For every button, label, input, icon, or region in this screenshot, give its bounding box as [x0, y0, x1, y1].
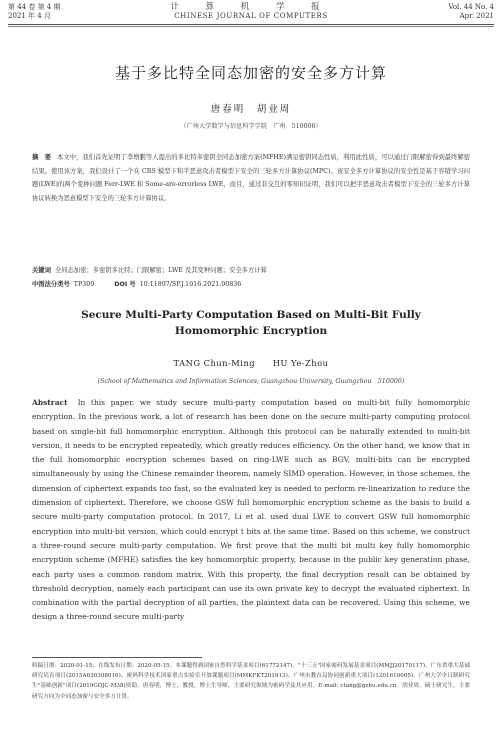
abstract-en: [32, 396, 470, 625]
volume-cn: 第 44 卷 第 4 期: [8, 3, 61, 11]
journal-name-cn: 计 算 机 学 报: [170, 2, 332, 12]
header-center: [8, 3, 494, 21]
keywords-text-cn: 全同态加密；多密钥多比特；门限解密；LWE 及其变种问题；安全多方计算: [54, 267, 267, 274]
footnote-cn: 收稿日期：2020-01-15；在线发布日期：2020-05-15。本课题得到国家自然科学基金项目(61772147)、"十三五"国家密码发展基金项目(MMJJ20170117)、广东省重大基础研究培育项目(2015A030308016)、密码科学技术国家重点实验室开放课题项目(MMKFKT201913)、广州市教育局协同创新重大项目(1201610005)、广州大学全日制研究生"基础创新"项目(2019GDJC-M38)资助。唐春明，博士，教授，博士生导师，主要研究领域为密码学及其应用。E-mail: ctang@gzhu.edu.cn。胡业周，硕士研究生，主要研究方向为全同态加密与安全多方计算。: [32, 663, 470, 700]
abstract-cn: [32, 151, 470, 205]
paper-title-en: Secure Multi-Party Computation Based on Multi-Bit Fully Homomorphic Encryption: [81, 309, 421, 337]
paper-title-cn: 基于多比特全同态加密的安全多方计算: [114, 64, 387, 82]
abstract-text-en: In this paper, we study secure multi-party computation based on multi-bit fully homomorphic encryption. In the previous work, a lot of research has been done on the secure multi-party computing protocol based on single-bit full homomorphic encryption. Although this protocol can be naturally extended to multi-bit version, it needs to be encrypted repeatedly, which greatly reduces efficiency. On the other hand, we know that in the full homomorphic encryption schemes based on ring-LWE such as BGV, multi-bits can be encrypted simultaneously by using the Chinese remainder theorem, namely SIMD operation. However, in those schemes, the dimension of ciphertext expands too fast, so the evaluated key is needed to perform re-linearization to reduce the dimension of ciphertext. Therefore, we choose GSW full homomorphic encryption scheme as the basis to build a secure multi-party computation protocol. In 2017, Li et al. used dual LWE to convert GSW full homomorphic encryption into multi-bit version, which could encrypt t bits at the same time. Based on this scheme, we construct a three-round secure multi-party computation. We first prove that the multi bit multi key fully homomorphic encryption scheme (MFHE) satisfies the key homomorphic property, because in the public key generation phase, each party uses a common random matrix. With this property, the final decryption result can be obtained by threshold decryption, namely each participant can use its own private key to decrypt the evaluated ciphertext. In combination with the partial decryption of all parties, the plaintext data can be recovered. Using this scheme, we design a three-round secure multi-party: [32, 398, 470, 622]
cls-value: TP309: [73, 281, 95, 288]
cls-label-cn: 中图法分类号: [32, 281, 70, 288]
abstract-text-cn: 本文中，我们首先证明了李增鹏等人提出的多比特多密钥全同态加密方案(MFHE)满足密钥同态性质，利用此性质，可以通过门限解密得到最终解密结果。使用该方案，我们设计了一个在 CRS 模型下和半恶意攻击者模型下安全的三轮多方计算协议(MPC)。该安全多方计算协议的安全性是基于容错学习问题(LWE)的两个变种问题 Ferr-LWE 和 Some-are-errorless LWE，而且，通过非交互的零知识证明，我们可以把半恶意攻击者模型下安全的三轮多方计算协议转换为恶意模型下安全的三轮多方计算协议。: [32, 154, 470, 202]
abstract-label-en: Abstract: [32, 398, 68, 407]
header-rule-thin: [8, 26, 494, 27]
abstract-label-cn: 摘 要: [32, 154, 52, 161]
affiliation-en: (School of Mathematics and Information Sciences, Guangzhou University, Guangzhou 510006): [97, 378, 405, 385]
doi-label: DOI 号: [114, 281, 136, 288]
footnote-rule: [32, 657, 202, 658]
journal-name-en: CHINESE JOURNAL OF COMPUTERS: [174, 12, 328, 20]
date-cn: 2021 年 4 月: [8, 12, 51, 20]
affiliation-cn: （广州大学数学与信息科学学院 广州 510006）: [180, 123, 322, 130]
authors-cn: 唐春明 胡业周: [210, 104, 292, 115]
keywords-cn: [32, 265, 470, 277]
running-header: [8, 3, 494, 25]
header-right: [448, 3, 494, 21]
authors-en: TANG Chun-Ming HU Ye-Zhou: [173, 358, 329, 368]
volume-en: Vol. 44 No. 4: [448, 3, 494, 11]
doi-value: 10.11897/SP.J.1016.2021.00836: [139, 281, 242, 288]
classification-line: [32, 279, 470, 291]
header-rule: [8, 24, 494, 25]
keywords-label-cn: 关键词: [32, 267, 51, 274]
date-en: Apr. 2021: [459, 12, 494, 20]
